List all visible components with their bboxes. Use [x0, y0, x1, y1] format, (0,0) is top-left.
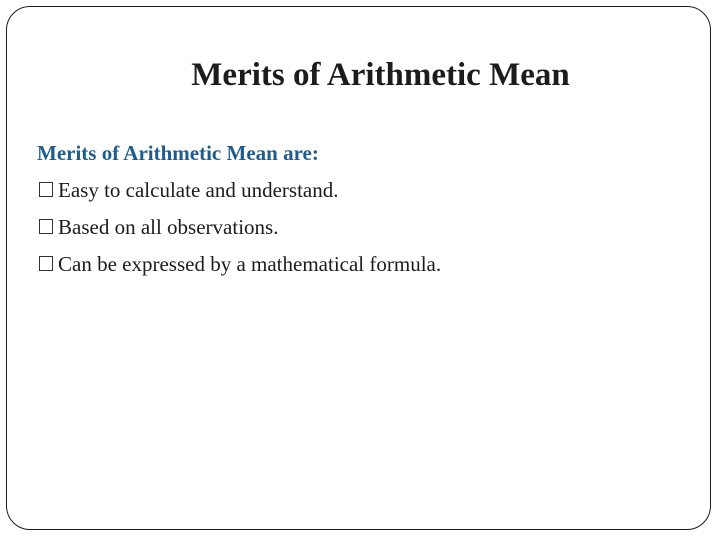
bullet-text: Easy to calculate and understand. [58, 178, 339, 202]
list-item [37, 209, 441, 246]
slide-title: Merits of Arithmetic Mean [191, 57, 570, 93]
square-bullet-icon [39, 182, 53, 197]
bullet-text: Based on all observations. [58, 215, 279, 239]
subheading: Merits of Arithmetic Mean are: [37, 141, 319, 165]
list-item [37, 172, 441, 209]
slide-content [37, 135, 441, 283]
bullet-text: Can be expressed by a mathematical formula. [58, 252, 442, 276]
list-item [37, 246, 441, 283]
bullet-list [37, 172, 441, 283]
square-bullet-icon [39, 219, 53, 234]
square-bullet-icon [39, 256, 53, 271]
